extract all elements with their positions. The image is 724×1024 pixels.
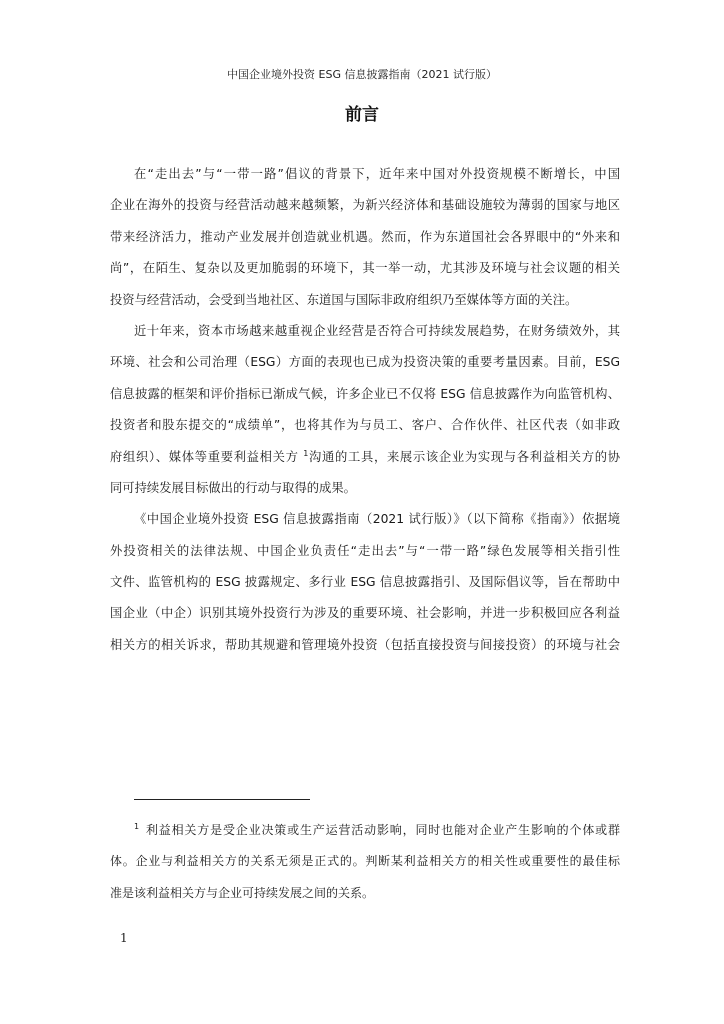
text-line: 外投资相关的法律法规、中国企业负责任“走出去”与“一带一路”绿色发展等相关指引性 [110,543,620,558]
page-title: 前言 [345,105,379,125]
footnote-marker: 1 [134,822,140,831]
text-segment: 府组织）、媒体等重要利益相关方 [110,449,299,464]
text-line: 国企业（中企）识别其境外投资行为涉及的重要环境、社会影响，并进一步积极回应各利益 [110,606,620,621]
page-number: 1 [120,931,128,945]
footnote-line: 体。企业与利益相关方的关系无须是正式的。判断某利益相关方的相关性或重要性的最佳标 [110,854,620,869]
text-line: 尚”，在陌生、复杂以及更加脆弱的环境下，其一举一动，尤其涉及环境与社会议题的相关 [110,261,620,276]
text-line: 带来经济活力，推动产业发展并创造就业机遇。然而，作为东道国社会各界眼中的“外来和 [110,229,620,244]
body-text [110,159,620,661]
footnote-line [110,815,620,846]
text-line: 同可持续发展目标做出的行动与取得的成果。 [110,480,356,495]
text-segment: 利益相关方是受企业决策或生产运营活动影响，同时也能对企业产生影响的个体或群 [145,823,620,837]
footnote-line: 准是该利益相关方与企业可持续发展之间的关系。 [110,885,375,900]
footnote [110,815,620,909]
footnote-separator [134,799,310,800]
text-line: 近十年来，资本市场越来越重视企业经营是否符合可持续发展趋势，在财务绩效外，其 [134,323,620,338]
paragraph-1 [110,159,620,316]
text-line [110,442,620,473]
text-line: 在“走出去”与“一带一路”倡议的背景下，近年来中国对外投资规模不断增长，中国 [134,167,620,181]
text-line: 文件、监管机构的 ESG 披露规定、多行业 ESG 信息披露指引、及国际倡议等，旨在帮助中 [110,575,620,590]
text-line: 《中国企业境外投资 ESG 信息披露指南（2021 试行版）》（以下简称《指南》）依据境 [134,512,620,527]
paragraph-2 [110,316,620,504]
paragraph-3 [110,504,620,661]
text-line: 投资者和股东提交的“成绩单”，也将其作为与员工、客户、合作伙伴、社区代表（如非政 [110,418,620,433]
text-line: 信息披露的框架和评价指标已渐成气候，许多企业已不仅将 ESG 信息披露作为向监管机构、 [110,386,620,401]
text-line: 投资与经营活动，会受到当地社区、东道国与国际非政府组织乃至媒体等方面的关注。 [110,292,578,307]
running-header: 中国企业境外投资 ESG 信息披露指南（2021 试行版） [227,68,497,81]
text-line: 环境、社会和公司治理（ESG）方面的表现也已成为投资决策的重要考量因素。目前，ESG [110,355,620,370]
footnote-reference[interactable]: 1 [303,448,309,458]
text-line: 企业在海外的投资与经营活动越来越频繁，为新兴经济体和基础设施较为薄弱的国家与地区 [110,198,620,213]
text-segment: 沟通的工具，来展示该企业为实现与各利益相关方的协 [308,449,620,464]
text-line: 相关方的相关诉求，帮助其规避和管理境外投资（包括直接投资与间接投资）的环境与社会 [110,637,620,652]
